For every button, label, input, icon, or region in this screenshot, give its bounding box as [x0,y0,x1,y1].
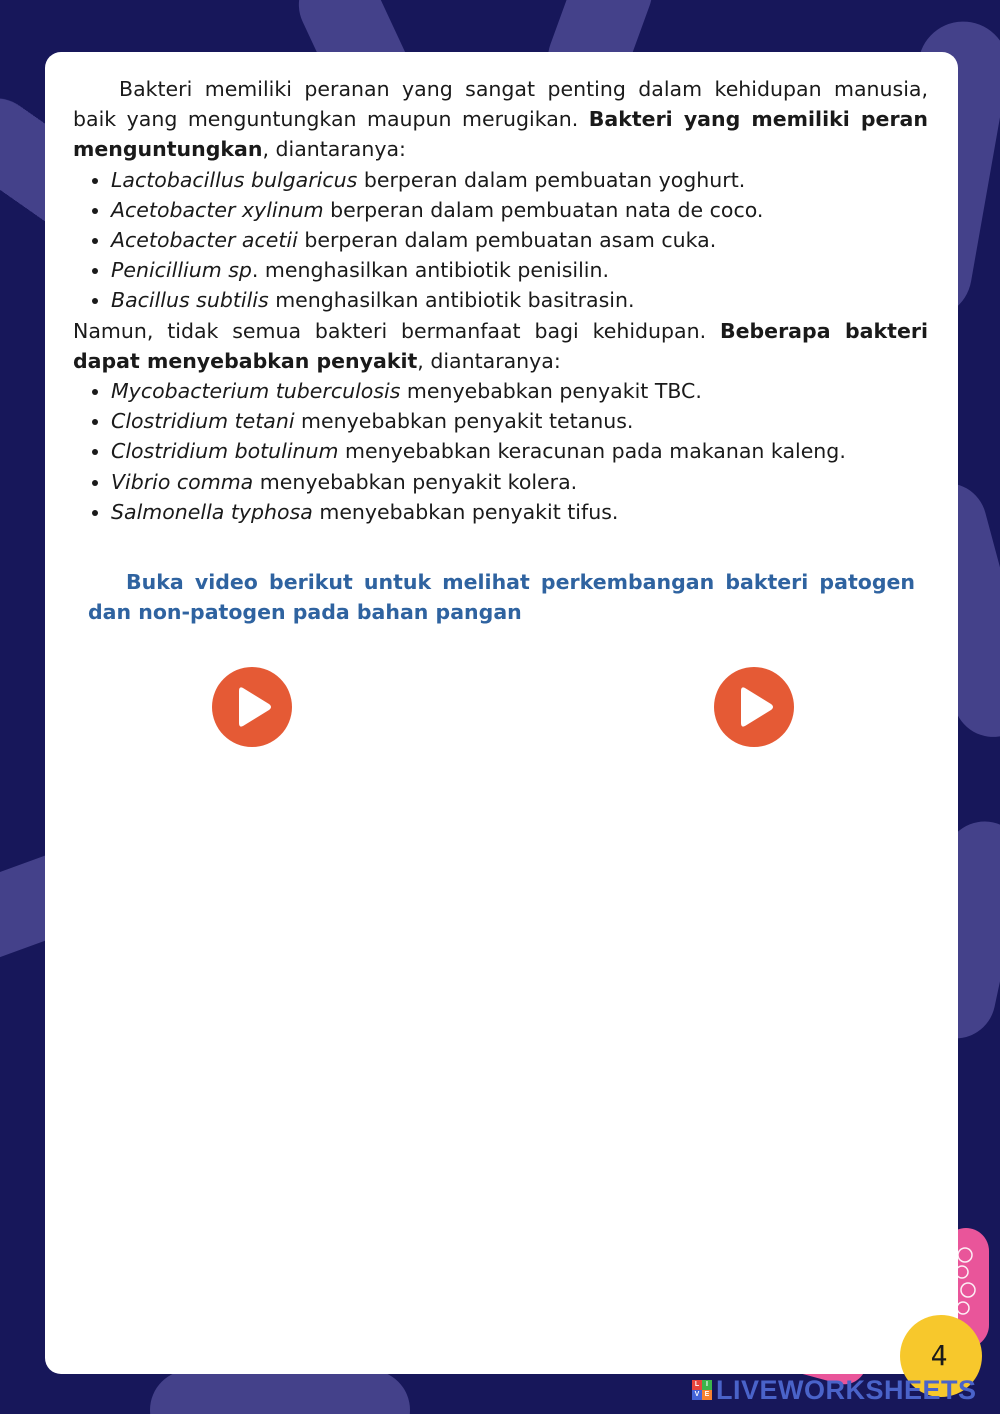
logo-letter: I [702,1380,712,1390]
harmful-paragraph [73,316,928,376]
play-icon [212,667,292,747]
play-icon [714,667,794,747]
species-name: Lactobacillus bulgaricus [111,167,358,192]
intro-paragraph [73,74,928,165]
species-name: Clostridium tetani [111,409,295,434]
species-desc: berperan dalam pembuatan nata de coco. [323,197,764,222]
species-desc: menyebabkan penyakit tifus. [312,499,619,524]
species-desc: menyebabkan penyakit kolera. [253,469,578,494]
brand-logo-icon [692,1380,712,1400]
list-item [111,255,928,285]
species-name: Vibrio comma [111,469,254,494]
video-instruction: Buka video berikut untuk melihat perkembangan bakteri patogen dan non-patogen pada bahan pangan [88,569,915,624]
harmful-text: Namun, tidak semua bakteri bermanfaat bagi kehidupan. [73,318,720,343]
liveworksheets-brand [692,1375,977,1405]
species-name: Mycobacterium tuberculosis [111,379,401,404]
logo-letter: E [702,1390,712,1400]
intro-text-end: , diantaranya: [262,137,406,162]
list-item [111,467,928,497]
species-desc: menyebabkan penyakit TBC. [400,379,702,404]
harmful-text-end: , diantaranya: [417,348,561,373]
play-video-button-2[interactable] [714,667,794,747]
list-item [111,376,928,406]
species-name: Acetobacter xylinum [111,197,324,222]
species-name: Salmonella typhosa [111,499,313,524]
logo-letter: V [692,1390,702,1400]
species-desc: menyebabkan keracunan pada makanan kaleng. [338,439,846,464]
intro-text: Bakteri memiliki peranan yang sangat penting dalam kehidupan manusia, baik yang menguntungkan maupun merugikan. [73,77,928,132]
species-name: Bacillus subtilis [111,288,269,313]
species-desc: menyebabkan penyakit tetanus. [294,409,634,434]
list-item [111,225,928,255]
species-desc: menghasilkan antibiotik basitrasin. [268,288,635,313]
list-item [111,195,928,225]
species-desc: berperan dalam pembuatan asam cuka. [297,228,717,253]
list-item [111,436,928,466]
list-item [111,165,928,195]
brand-name: LIVEWORKSHEETS [716,1374,977,1405]
main-text [73,74,928,527]
beneficial-bacteria-list [73,165,928,316]
species-name: Penicillium sp [111,258,252,283]
species-name: Acetobacter acetii [111,228,298,253]
intro-bold: Bakteri yang memiliki peran menguntungkan [73,107,928,162]
species-name: Clostridium botulinum [111,439,339,464]
species-desc: berperan dalam pembuatan yoghurt. [357,167,746,192]
page-number: 4 [930,1339,948,1372]
species-desc: . menghasilkan antibiotik penisilin. [251,258,609,283]
list-item [111,406,928,436]
harmful-bold: Beberapa bakteri dapat menyebabkan penyakit [73,318,928,373]
worksheet-card [45,52,958,1374]
logo-letter: L [692,1380,702,1390]
list-item [111,497,928,527]
harmful-bacteria-list [73,376,928,527]
list-item [111,285,928,315]
play-video-button-1[interactable] [212,667,292,747]
